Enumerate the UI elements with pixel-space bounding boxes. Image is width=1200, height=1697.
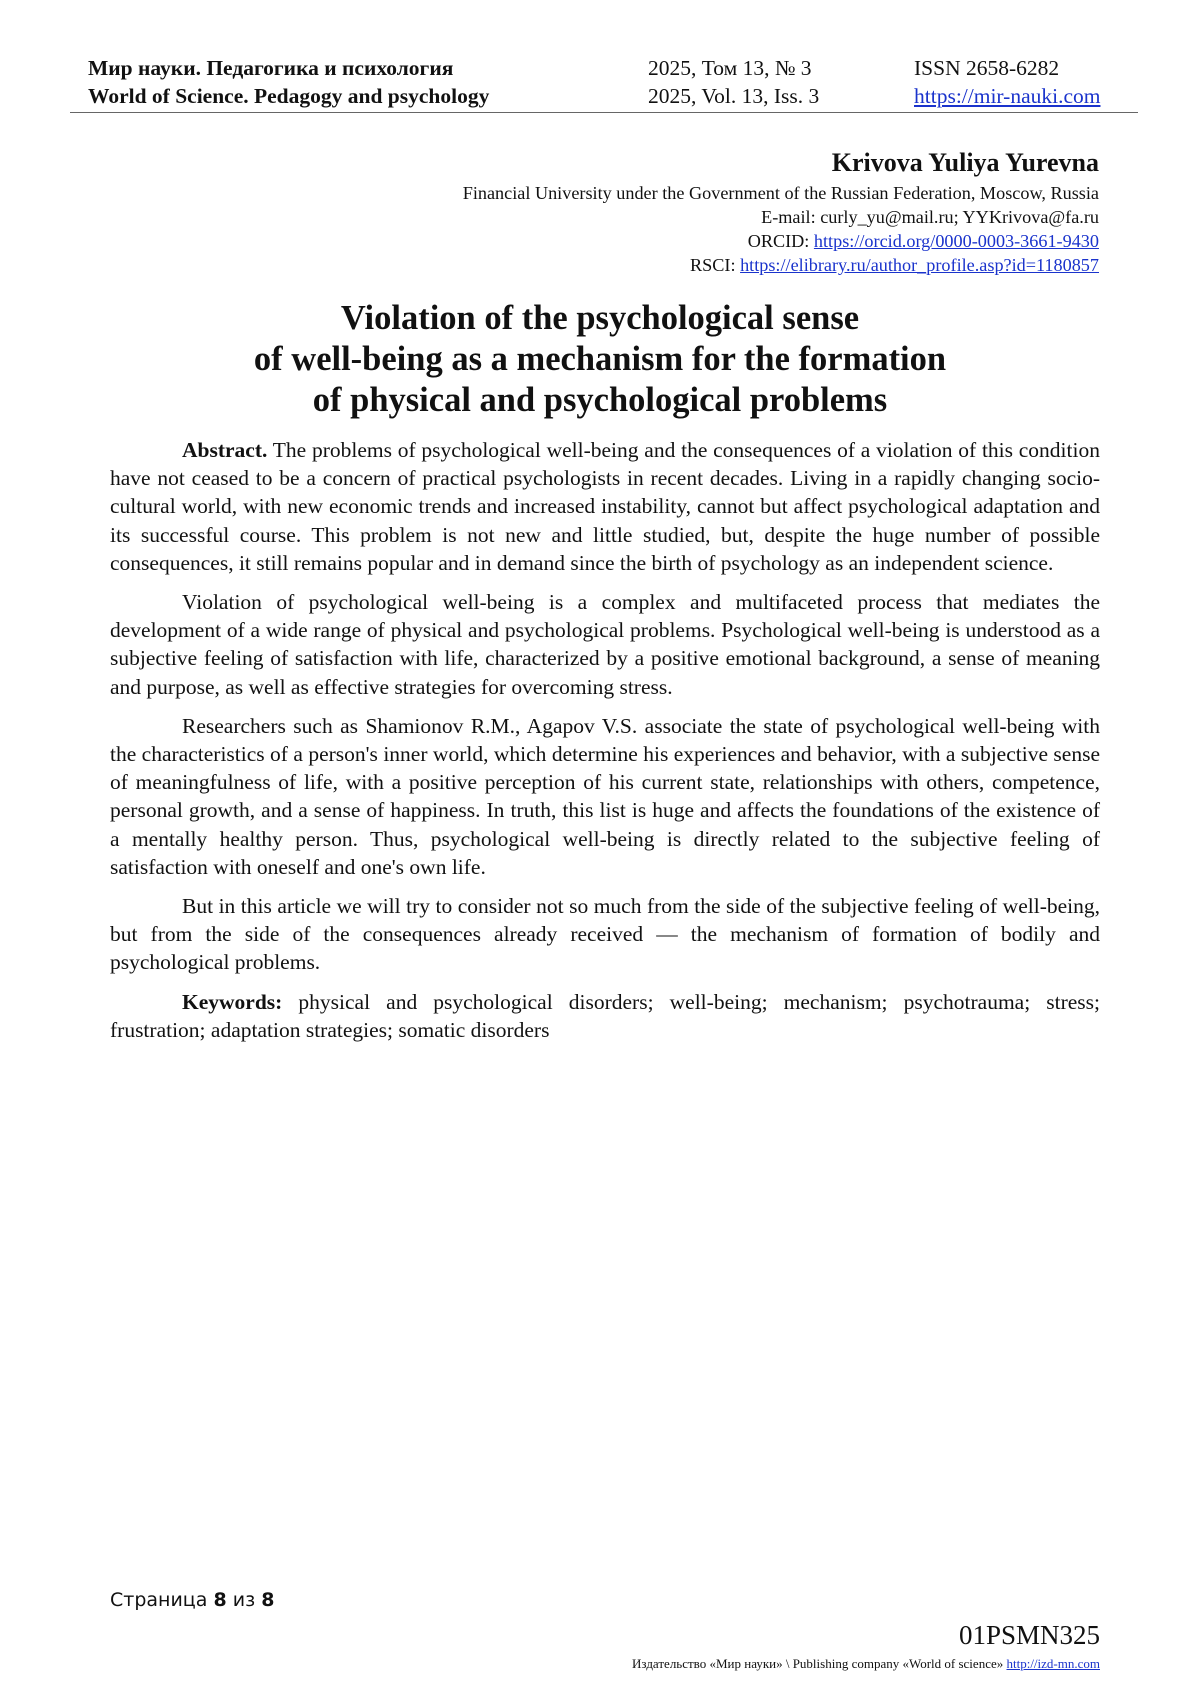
header-divider (70, 112, 1138, 113)
keywords-text: physical and psychological disorders; well-being; mechanism; psychotrauma; stress; frustration; adaptation strategies; somatic disorders (110, 989, 1101, 1042)
page-prefix: Страница (110, 1589, 208, 1611)
page-number (110, 1589, 274, 1611)
page-sep: из (232, 1589, 256, 1611)
journal-title-en: World of Science. Pedagogy and psychology (88, 84, 490, 108)
publisher-name: Издательство «Мир науки» \ Publishing company «World of science» (632, 1656, 1004, 1671)
journal-site-link[interactable]: https://mir-nauki.com (914, 84, 1101, 108)
article-body (110, 436, 1100, 1055)
author-rsci (463, 253, 1099, 277)
article-title (100, 298, 1100, 421)
keywords-paragraph (110, 988, 1100, 1044)
publisher-line (632, 1656, 1100, 1672)
orcid-label: ORCID: (747, 231, 810, 251)
body-paragraph: Researchers such as Shamionov R.M., Agapov V.S. associate the state of psychological well-being with the characteristics of a person's inner world, which determine his experiences and behavior, with a subjective sense of meaningfulness of life, with a positive perception of his current state, relationships with others, competence, personal growth, and a sense of happiness. In truth, this list is huge and affects the foundations of the existence of a mentally healthy person. Thus, psychological well-being is directly related to the subjective feeling of satisfaction with oneself and one's own life. (110, 713, 1100, 879)
author-orcid (463, 229, 1099, 253)
journal-title-ru: Мир науки. Педагогика и психология (88, 56, 454, 80)
page-current: 8 (213, 1589, 227, 1611)
running-header (88, 54, 1118, 110)
page-total: 8 (261, 1589, 275, 1611)
article-code: 01PSMN325 (958, 1620, 1100, 1650)
abstract-text: The problems of psychological well-being and the consequences of a violation of this condition have not ceased to be a concern of practical psychologists in recent decades. Living in a rapidly changing socio-cultural world, with new economic trends and increased instability, cannot but affect psychological adaptation and its successful course. This problem is not new and little studied, but, despite the huge number of possible consequences, it still remains popular and in demand since the birth of psychology as an independent science. (110, 438, 1100, 575)
abstract-paragraph (110, 436, 1100, 577)
publisher-link[interactable]: http://izd-mn.com (1006, 1656, 1100, 1671)
issue-ru: 2025, Том 13, № 3 (648, 56, 812, 80)
issn-info (914, 54, 1100, 110)
body-paragraph: Violation of psychological well-being is a complex and multifaceted process that mediates the development of a wide range of physical and psychological problems. Psychological well-being is understood as a subjective feeling of satisfaction with life, characterized by a positive emotional background, a sense of meaning and purpose, as well as effective strategies for overcoming stress. (110, 590, 1100, 699)
author-block (463, 148, 1099, 277)
author-name: Krivova Yuliya Yurevna (831, 148, 1099, 177)
title-line: Violation of the psychological sense (340, 299, 860, 337)
author-affiliation: Financial University under the Government of the Russian Federation, Moscow, Russia (462, 183, 1099, 203)
orcid-link[interactable]: https://orcid.org/0000-0003-3661-9430 (813, 231, 1099, 251)
body-paragraph: But in this article we will try to consider not so much from the side of the subjective feeling of well-being, but from the side of the consequences already received — the mechanism of formation of bodily and psychological problems. (110, 894, 1100, 975)
issn: ISSN 2658-6282 (914, 56, 1060, 80)
keywords-label: Keywords: (182, 989, 283, 1014)
title-line: of well-being as a mechanism for the formation (253, 340, 947, 378)
author-email: E-mail: curly_yu@mail.ru; YYKrivova@fa.ru (761, 207, 1099, 227)
issue-en: 2025, Vol. 13, Iss. 3 (648, 84, 820, 108)
rsci-link[interactable]: https://elibrary.ru/author_profile.asp?id=1180857 (740, 255, 1099, 275)
abstract-label: Abstract. (182, 438, 268, 462)
title-line: of physical and psychological problems (312, 381, 888, 419)
journal-title (88, 54, 489, 110)
rsci-label: RSCI: (690, 255, 736, 275)
issue-info (648, 54, 819, 110)
